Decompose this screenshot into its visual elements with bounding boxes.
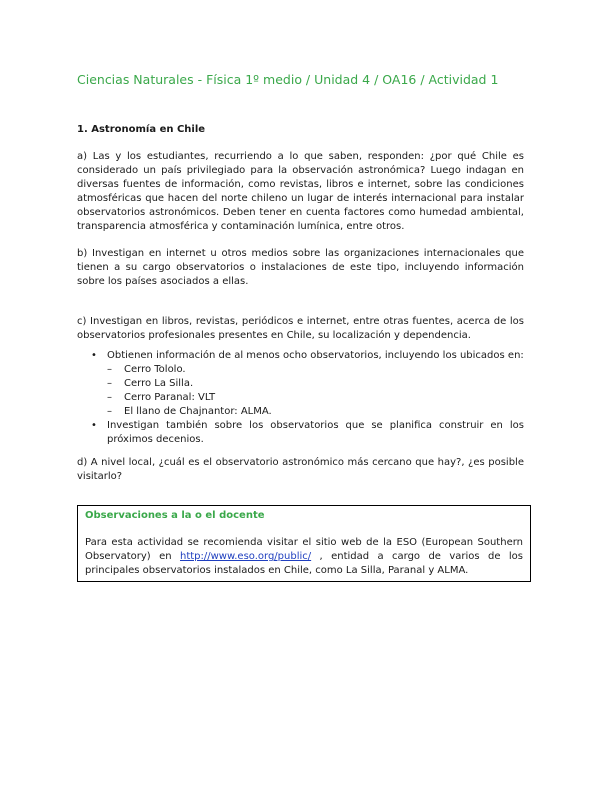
observations-title: Observaciones a la o el docente — [85, 510, 265, 521]
list-item-text: Obtienen información de al menos ocho observatorios, incluyendo los ubicados en: — [107, 350, 524, 361]
sub-list-item — [107, 391, 524, 405]
paragraph-c: c) Investigan en libros, revistas, periódicos e internet, entre otras fuentes, acerca de los observatorios profesionales presentes en Chile, su localización y dependencia. — [77, 316, 524, 341]
bullet-marker: • — [91, 420, 97, 431]
observatory-list — [77, 349, 524, 447]
sub-list-item-text: Cerro Tololo. — [124, 364, 186, 375]
sub-list-item — [107, 377, 524, 391]
sub-list-item — [107, 405, 524, 419]
sub-list-item — [107, 363, 524, 377]
bullet-marker: • — [91, 350, 97, 361]
observations-text — [85, 536, 523, 578]
observations-text-before: Para esta actividad se recomienda visitar el sitio web de la ESO (European Southern Observatory) en — [85, 537, 523, 562]
paragraph-b: b) Investigan en internet u otros medios sobre las organizaciones internacionales que tienen a su cargo observatorios o instalaciones de este tipo, incluyendo información sobre los países asociados a ellas. — [77, 248, 524, 287]
list-item — [77, 419, 524, 447]
activity-content — [77, 123, 524, 484]
list-item — [77, 349, 524, 419]
dash-marker: – — [107, 392, 112, 403]
dash-marker: – — [107, 406, 112, 417]
paragraph-a: a) Las y los estudiantes, recurriendo a lo que saben, responden: ¿por qué Chile es considerado un país privilegiado para la observación astronómica? Luego indagan en diversas fuentes de información, como revistas, libros e internet, sobre las condiciones atmosféricas que hacen del norte chileno un lugar de interés internacional para instalar observatorios astronómicos. Deben tener en cuenta factores como humedad ambiental, transparencia atmosférica y contaminación lumínica, entre otros. — [77, 151, 524, 232]
page-header: Ciencias Naturales - Física 1º medio / Unidad 4 / OA16 / Actividad 1 — [77, 72, 499, 87]
paragraph-d: d) A nivel local, ¿cuál es el observatorio astronómico más cercano que hay?, ¿es posible visitarlo? — [77, 457, 524, 482]
sub-list-item-text: Cerro Paranal: VLT — [124, 392, 216, 403]
list-item-text: Investigan también sobre los observatorios que se planifica construir en los próximos decenios. — [107, 420, 524, 445]
eso-link[interactable]: http://www.eso.org/public/ — [179, 551, 312, 562]
sub-list-item-text: Cerro La Silla. — [124, 378, 194, 389]
teacher-observations-box — [77, 505, 531, 582]
observations-text-after: , entidad a cargo de varios de los principales observatorios instalados en Chile, como La Silla, Paranal y ALMA. — [85, 551, 523, 576]
sub-list-item-text: El llano de Chajnantor: ALMA. — [124, 406, 272, 417]
sub-list — [107, 363, 524, 419]
dash-marker: – — [107, 378, 112, 389]
dash-marker: – — [107, 364, 112, 375]
section-title: 1. Astronomía en Chile — [77, 124, 206, 135]
